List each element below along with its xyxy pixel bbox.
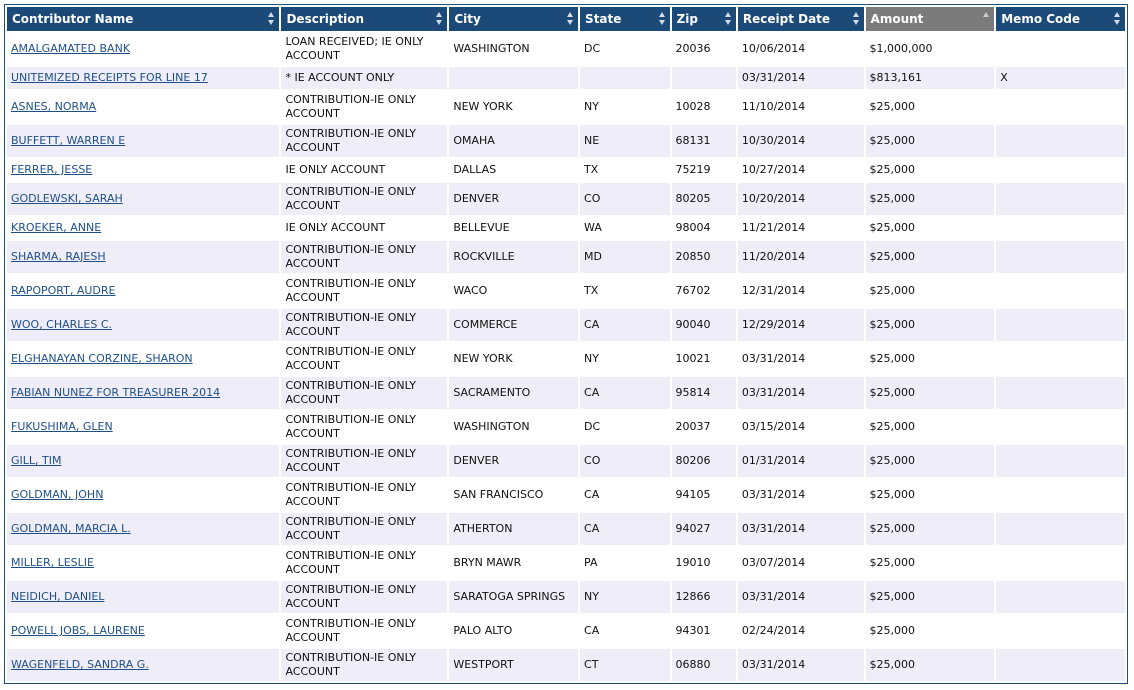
cell-city: DALLAS xyxy=(449,159,578,181)
cell-memo-code: X xyxy=(996,67,1125,89)
cell-city: DENVER xyxy=(449,445,578,477)
cell-contributor-name xyxy=(7,547,279,579)
cell-amount: $25,000 xyxy=(866,649,995,681)
cell-memo-code xyxy=(996,581,1125,613)
cell-state: NY xyxy=(580,581,669,613)
contributor-link[interactable]: KROEKER, ANNE xyxy=(11,221,102,234)
sort-icon[interactable] xyxy=(436,12,443,26)
cell-description: CONTRIBUTION-IE ONLY ACCOUNT xyxy=(281,183,447,215)
cell-memo-code xyxy=(996,91,1125,123)
cell-memo-code xyxy=(996,125,1125,157)
cell-description: LOAN RECEIVED; IE ONLY ACCOUNT xyxy=(281,33,447,65)
table-row xyxy=(7,411,1125,443)
sort-icon[interactable] xyxy=(853,12,860,26)
contributor-link[interactable]: WAGENFELD, SANDRA G. xyxy=(11,658,149,671)
table-row xyxy=(7,343,1125,375)
cell-zip: 06880 xyxy=(672,649,736,681)
cell-memo-code xyxy=(996,241,1125,273)
cell-receipt-date: 11/20/2014 xyxy=(738,241,864,273)
cell-state: CO xyxy=(580,445,669,477)
cell-memo-code xyxy=(996,445,1125,477)
cell-amount: $25,000 xyxy=(866,241,995,273)
column-header-label: Amount xyxy=(870,12,924,26)
sort-icon[interactable] xyxy=(725,12,732,26)
cell-state: CO xyxy=(580,183,669,215)
cell-receipt-date: 10/30/2014 xyxy=(738,125,864,157)
cell-amount: $25,000 xyxy=(866,411,995,443)
cell-amount: $25,000 xyxy=(866,159,995,181)
cell-state: CA xyxy=(580,309,669,341)
cell-receipt-date: 03/31/2014 xyxy=(738,649,864,681)
cell-memo-code xyxy=(996,479,1125,511)
cell-zip: 94105 xyxy=(672,479,736,511)
cell-amount: $25,000 xyxy=(866,547,995,579)
column-header-label: Memo Code xyxy=(1001,12,1081,26)
column-header-memo-code[interactable] xyxy=(996,7,1125,31)
cell-zip: 90040 xyxy=(672,309,736,341)
column-header-state[interactable] xyxy=(580,7,669,31)
column-header-label: Receipt Date xyxy=(742,12,831,26)
receipts-table xyxy=(5,5,1127,683)
column-header-zip[interactable] xyxy=(672,7,736,31)
receipts-table-frame xyxy=(4,4,1128,684)
table-row xyxy=(7,377,1125,409)
sort-ascending-icon[interactable] xyxy=(983,12,990,26)
table-row xyxy=(7,91,1125,123)
cell-receipt-date: 02/24/2014 xyxy=(738,615,864,647)
cell-contributor-name xyxy=(7,513,279,545)
column-header-label: Contributor Name xyxy=(12,12,134,26)
cell-description: CONTRIBUTION-IE ONLY ACCOUNT xyxy=(281,615,447,647)
cell-amount: $25,000 xyxy=(866,275,995,307)
contributor-link[interactable]: SHARMA, RAJESH xyxy=(11,250,106,263)
cell-receipt-date: 03/31/2014 xyxy=(738,377,864,409)
cell-memo-code xyxy=(996,547,1125,579)
cell-amount: $25,000 xyxy=(866,581,995,613)
cell-state: DC xyxy=(580,411,669,443)
cell-city: SARATOGA SPRINGS xyxy=(449,581,578,613)
contributor-link[interactable]: FERRER, JESSE xyxy=(11,163,93,176)
table-row xyxy=(7,241,1125,273)
table-row xyxy=(7,581,1125,613)
cell-receipt-date: 03/31/2014 xyxy=(738,581,864,613)
cell-city: OMAHA xyxy=(449,125,578,157)
column-header-label: Description xyxy=(286,12,365,26)
cell-receipt-date: 11/21/2014 xyxy=(738,217,864,239)
column-header-label: Zip xyxy=(676,12,698,26)
cell-contributor-name xyxy=(7,411,279,443)
cell-receipt-date: 10/27/2014 xyxy=(738,159,864,181)
cell-memo-code xyxy=(996,217,1125,239)
cell-contributor-name xyxy=(7,241,279,273)
contributor-link[interactable]: ASNES, NORMA xyxy=(11,100,97,113)
cell-contributor-name xyxy=(7,159,279,181)
cell-receipt-date: 03/31/2014 xyxy=(738,513,864,545)
cell-amount: $25,000 xyxy=(866,343,995,375)
table-row xyxy=(7,479,1125,511)
cell-memo-code xyxy=(996,309,1125,341)
cell-description: CONTRIBUTION-IE ONLY ACCOUNT xyxy=(281,547,447,579)
table-row xyxy=(7,309,1125,341)
cell-zip: 94027 xyxy=(672,513,736,545)
table-row xyxy=(7,615,1125,647)
cell-amount: $25,000 xyxy=(866,377,995,409)
column-header-amount[interactable] xyxy=(866,7,995,31)
cell-description: IE ONLY ACCOUNT xyxy=(281,217,447,239)
cell-contributor-name xyxy=(7,615,279,647)
cell-description: CONTRIBUTION-IE ONLY ACCOUNT xyxy=(281,411,447,443)
cell-amount: $25,000 xyxy=(866,309,995,341)
cell-contributor-name xyxy=(7,217,279,239)
table-header xyxy=(7,7,1125,31)
cell-zip: 98004 xyxy=(672,217,736,239)
contributor-link[interactable]: WOO, CHARLES C. xyxy=(11,318,113,331)
cell-zip: 20850 xyxy=(672,241,736,273)
cell-state: NY xyxy=(580,91,669,123)
table-row xyxy=(7,33,1125,65)
cell-zip: 95814 xyxy=(672,377,736,409)
cell-amount: $25,000 xyxy=(866,615,995,647)
table-body xyxy=(7,33,1125,681)
cell-state: TX xyxy=(580,159,669,181)
cell-state: WA xyxy=(580,217,669,239)
contributor-link[interactable]: AMALGAMATED BANK xyxy=(11,42,131,55)
cell-city: WASHINGTON xyxy=(449,411,578,443)
cell-amount: $25,000 xyxy=(866,217,995,239)
contributor-link[interactable]: GOLDMAN, JOHN xyxy=(11,488,104,501)
table-row xyxy=(7,183,1125,215)
contributor-link[interactable]: NEIDICH, DANIEL xyxy=(11,590,105,603)
cell-receipt-date: 10/20/2014 xyxy=(738,183,864,215)
cell-description: CONTRIBUTION-IE ONLY ACCOUNT xyxy=(281,241,447,273)
cell-city: WESTPORT xyxy=(449,649,578,681)
cell-description: CONTRIBUTION-IE ONLY ACCOUNT xyxy=(281,309,447,341)
cell-contributor-name xyxy=(7,343,279,375)
cell-zip: 80205 xyxy=(672,183,736,215)
cell-zip xyxy=(672,67,736,89)
table-row xyxy=(7,445,1125,477)
cell-city: BRYN MAWR xyxy=(449,547,578,579)
cell-description: CONTRIBUTION-IE ONLY ACCOUNT xyxy=(281,581,447,613)
cell-state: DC xyxy=(580,33,669,65)
cell-city: WACO xyxy=(449,275,578,307)
cell-amount: $25,000 xyxy=(866,125,995,157)
cell-zip: 94301 xyxy=(672,615,736,647)
column-header-city[interactable] xyxy=(449,7,578,31)
cell-amount: $813,161 xyxy=(866,67,995,89)
cell-contributor-name xyxy=(7,581,279,613)
cell-city xyxy=(449,67,578,89)
cell-receipt-date: 12/29/2014 xyxy=(738,309,864,341)
cell-zip: 20037 xyxy=(672,411,736,443)
contributor-link[interactable]: FUKUSHIMA, GLEN xyxy=(11,420,113,433)
contributor-link[interactable]: UNITEMIZED RECEIPTS FOR LINE 17 xyxy=(11,71,208,84)
cell-amount: $25,000 xyxy=(866,91,995,123)
cell-zip: 12866 xyxy=(672,581,736,613)
cell-memo-code xyxy=(996,275,1125,307)
cell-state xyxy=(580,67,669,89)
cell-zip: 10021 xyxy=(672,343,736,375)
contributor-link[interactable]: GOLDMAN, MARCIA L. xyxy=(11,522,131,535)
table-row xyxy=(7,513,1125,545)
cell-city: SAN FRANCISCO xyxy=(449,479,578,511)
cell-state: PA xyxy=(580,547,669,579)
cell-city: NEW YORK xyxy=(449,91,578,123)
cell-contributor-name xyxy=(7,275,279,307)
contributor-link[interactable]: ELGHANAYAN CORZINE, SHARON xyxy=(11,352,193,365)
table-row xyxy=(7,275,1125,307)
cell-city: COMMERCE xyxy=(449,309,578,341)
cell-zip: 19010 xyxy=(672,547,736,579)
contributor-link[interactable]: FABIAN NUNEZ FOR TREASURER 2014 xyxy=(11,386,221,399)
sort-icon[interactable] xyxy=(659,12,666,26)
column-header-label: State xyxy=(585,12,622,26)
cell-description: CONTRIBUTION-IE ONLY ACCOUNT xyxy=(281,377,447,409)
cell-description: CONTRIBUTION-IE ONLY ACCOUNT xyxy=(281,513,447,545)
cell-state: NE xyxy=(580,125,669,157)
cell-state: CA xyxy=(580,513,669,545)
cell-amount: $25,000 xyxy=(866,183,995,215)
cell-contributor-name xyxy=(7,377,279,409)
contributor-link[interactable]: GILL, TIM xyxy=(11,454,62,467)
cell-receipt-date: 01/31/2014 xyxy=(738,445,864,477)
cell-receipt-date: 11/10/2014 xyxy=(738,91,864,123)
table-row xyxy=(7,217,1125,239)
cell-contributor-name xyxy=(7,649,279,681)
cell-description: CONTRIBUTION-IE ONLY ACCOUNT xyxy=(281,91,447,123)
cell-receipt-date: 03/31/2014 xyxy=(738,479,864,511)
cell-contributor-name xyxy=(7,479,279,511)
sort-icon[interactable] xyxy=(268,12,275,26)
cell-memo-code xyxy=(996,377,1125,409)
cell-amount: $25,000 xyxy=(866,513,995,545)
contributor-link[interactable]: RAPOPORT, AUDRE xyxy=(11,284,116,297)
cell-memo-code xyxy=(996,159,1125,181)
table-row xyxy=(7,67,1125,89)
cell-zip: 20036 xyxy=(672,33,736,65)
cell-memo-code xyxy=(996,411,1125,443)
cell-description: CONTRIBUTION-IE ONLY ACCOUNT xyxy=(281,275,447,307)
column-header-description[interactable] xyxy=(281,7,447,31)
cell-description: CONTRIBUTION-IE ONLY ACCOUNT xyxy=(281,125,447,157)
cell-receipt-date: 03/15/2014 xyxy=(738,411,864,443)
sort-icon[interactable] xyxy=(1114,12,1121,26)
cell-city: ATHERTON xyxy=(449,513,578,545)
cell-state: CA xyxy=(580,615,669,647)
cell-amount: $25,000 xyxy=(866,479,995,511)
cell-description: CONTRIBUTION-IE ONLY ACCOUNT xyxy=(281,649,447,681)
cell-city: DENVER xyxy=(449,183,578,215)
cell-state: NY xyxy=(580,343,669,375)
cell-contributor-name xyxy=(7,91,279,123)
table-row xyxy=(7,547,1125,579)
cell-state: CA xyxy=(580,479,669,511)
cell-receipt-date: 03/31/2014 xyxy=(738,343,864,375)
cell-memo-code xyxy=(996,343,1125,375)
cell-city: BELLEVUE xyxy=(449,217,578,239)
cell-contributor-name xyxy=(7,183,279,215)
cell-description: CONTRIBUTION-IE ONLY ACCOUNT xyxy=(281,479,447,511)
cell-contributor-name xyxy=(7,33,279,65)
contributor-link[interactable]: GODLEWSKI, SARAH xyxy=(11,192,123,205)
cell-contributor-name xyxy=(7,445,279,477)
cell-memo-code xyxy=(996,615,1125,647)
cell-memo-code xyxy=(996,649,1125,681)
cell-zip: 80206 xyxy=(672,445,736,477)
contributor-link[interactable]: POWELL JOBS, LAURENE xyxy=(11,624,145,637)
cell-state: CA xyxy=(580,377,669,409)
cell-description: IE ONLY ACCOUNT xyxy=(281,159,447,181)
table-row xyxy=(7,125,1125,157)
cell-zip: 76702 xyxy=(672,275,736,307)
cell-city: WASHINGTON xyxy=(449,33,578,65)
cell-city: PALO ALTO xyxy=(449,615,578,647)
cell-description: CONTRIBUTION-IE ONLY ACCOUNT xyxy=(281,343,447,375)
cell-memo-code xyxy=(996,183,1125,215)
cell-contributor-name xyxy=(7,67,279,89)
cell-amount: $25,000 xyxy=(866,445,995,477)
cell-state: TX xyxy=(580,275,669,307)
cell-city: SACRAMENTO xyxy=(449,377,578,409)
cell-description: CONTRIBUTION-IE ONLY ACCOUNT xyxy=(281,445,447,477)
cell-contributor-name xyxy=(7,125,279,157)
cell-zip: 10028 xyxy=(672,91,736,123)
column-header-label: City xyxy=(454,12,481,26)
cell-receipt-date: 03/07/2014 xyxy=(738,547,864,579)
table-row xyxy=(7,649,1125,681)
sort-icon[interactable] xyxy=(567,12,574,26)
cell-zip: 68131 xyxy=(672,125,736,157)
table-row xyxy=(7,159,1125,181)
cell-city: ROCKVILLE xyxy=(449,241,578,273)
cell-receipt-date: 03/31/2014 xyxy=(738,67,864,89)
cell-state: MD xyxy=(580,241,669,273)
cell-state: CT xyxy=(580,649,669,681)
cell-memo-code xyxy=(996,33,1125,65)
cell-description: * IE ACCOUNT ONLY xyxy=(281,67,447,89)
contributor-link[interactable]: MILLER, LESLIE xyxy=(11,556,94,569)
contributor-link[interactable]: BUFFETT, WARREN E xyxy=(11,134,126,147)
cell-receipt-date: 10/06/2014 xyxy=(738,33,864,65)
cell-city: NEW YORK xyxy=(449,343,578,375)
cell-receipt-date: 12/31/2014 xyxy=(738,275,864,307)
cell-zip: 75219 xyxy=(672,159,736,181)
column-header-receipt-date[interactable] xyxy=(738,7,864,31)
cell-contributor-name xyxy=(7,309,279,341)
column-header-contributor-name[interactable] xyxy=(7,7,279,31)
header-row xyxy=(7,7,1125,31)
cell-memo-code xyxy=(996,513,1125,545)
cell-amount: $1,000,000 xyxy=(866,33,995,65)
